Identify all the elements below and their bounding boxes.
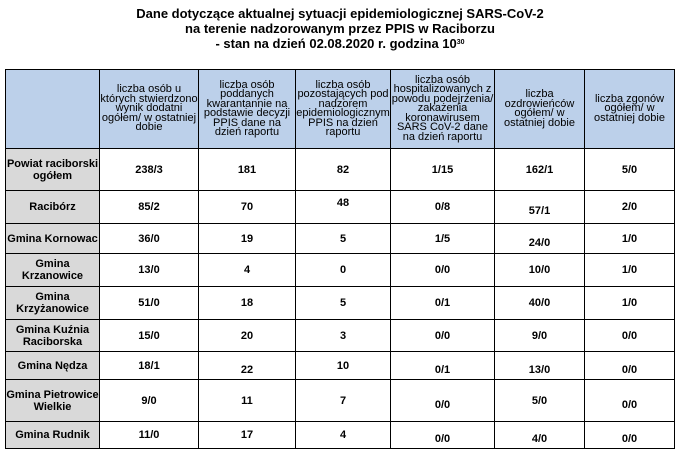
positive-cases-value: 9/0 xyxy=(100,380,199,422)
supervision-value: 10 xyxy=(296,352,391,380)
report-title xyxy=(0,6,680,51)
row-label: Gmina Kuźnia Raciborska xyxy=(6,320,100,352)
deaths-value: 0/0 xyxy=(585,426,675,453)
quarantine-value: 70 xyxy=(199,191,296,224)
quarantine-value: 18 xyxy=(199,287,296,320)
row-label: Powiat raciborski ogółem xyxy=(6,149,100,191)
table-row xyxy=(6,149,675,191)
quarantine-value: 4 xyxy=(199,254,296,287)
recovered-value: 162/1 xyxy=(495,149,585,191)
quarantine-value: 22 xyxy=(199,356,296,384)
positive-cases-value: 51/0 xyxy=(100,287,199,320)
deaths-value: 2/0 xyxy=(585,191,675,224)
header-hospitalized: liczba osób hospitalizowanych z powodu podejrzenia/ zakażenia koronawirusem SARS CoV-2 dane na dzień raportu xyxy=(391,70,495,149)
recovered-value: 4/0 xyxy=(495,426,585,453)
hospitalized-value: 0/0 xyxy=(391,426,495,453)
hospitalized-value: 0/0 xyxy=(391,384,495,426)
table-row xyxy=(6,191,675,224)
supervision-value: 82 xyxy=(296,149,391,191)
title-line-1: Dane dotyczące aktualnej sytuacji epidemiologicznej SARS-CoV-2 xyxy=(136,6,544,21)
positive-cases-value: 238/3 xyxy=(100,149,199,191)
supervision-value: 48 xyxy=(296,187,391,220)
positive-cases-value: 15/0 xyxy=(100,320,199,352)
row-label: Gmina Krzanowice xyxy=(6,254,100,287)
supervision-value: 5 xyxy=(296,224,391,254)
table-row xyxy=(6,380,675,422)
deaths-value: 5/0 xyxy=(585,149,675,191)
row-label: Racibórz xyxy=(6,191,100,224)
deaths-value: 1/0 xyxy=(585,287,675,320)
title-line-2: na terenie nadzorowanym przez PPIS w Raciborzu xyxy=(185,21,495,36)
row-label: Gmina Kornowac xyxy=(6,224,100,254)
header-recovered: liczba ozdrowieńców ogółem/ w ostatniej dobie xyxy=(495,70,585,149)
row-label: Gmina Pietrowice Wielkie xyxy=(6,380,100,422)
table-row xyxy=(6,320,675,352)
header-deaths: liczba zgonów ogółem/ w ostatniej dobie xyxy=(585,70,675,149)
deaths-value: 1/0 xyxy=(585,224,675,254)
supervision-value: 3 xyxy=(296,320,391,352)
table-row xyxy=(6,422,675,449)
title-line-3 xyxy=(0,36,680,51)
table-row xyxy=(6,352,675,380)
recovered-value: 24/0 xyxy=(495,228,585,258)
supervision-value: 5 xyxy=(296,287,391,320)
supervision-value: 7 xyxy=(296,380,391,422)
deaths-value: 0/0 xyxy=(585,356,675,384)
row-label: Gmina Krzyżanowice xyxy=(6,287,100,320)
hospitalized-value: 1/15 xyxy=(391,149,495,191)
recovered-value: 5/0 xyxy=(495,380,585,422)
recovered-value: 40/0 xyxy=(495,287,585,320)
title-line-3-text: - stan na dzień 02.08.2020 r. godzina 10 xyxy=(215,36,457,51)
positive-cases-value: 18/1 xyxy=(100,352,199,380)
row-label: Gmina Nędza xyxy=(6,352,100,380)
table-row xyxy=(6,254,675,287)
header-quarantine: liczba osób poddanych kwarantannie na podstawie decyzji PPIS dane na dzień raportu xyxy=(199,70,296,149)
positive-cases-value: 85/2 xyxy=(100,191,199,224)
header-corner xyxy=(6,70,100,149)
header-row xyxy=(6,70,675,149)
recovered-value: 57/1 xyxy=(495,195,585,228)
table-row xyxy=(6,287,675,320)
hospitalized-value: 0/1 xyxy=(391,287,495,320)
quarantine-value: 181 xyxy=(199,149,296,191)
deaths-value: 0/0 xyxy=(585,320,675,352)
header-positive-cases: liczba osób u których stwierdzono wynik dodatni ogółem/ w ostatniej dobie xyxy=(100,70,199,149)
positive-cases-value: 13/0 xyxy=(100,254,199,287)
quarantine-value: 11 xyxy=(199,380,296,422)
quarantine-value: 20 xyxy=(199,320,296,352)
hospitalized-value: 0/8 xyxy=(391,191,495,224)
positive-cases-value: 36/0 xyxy=(100,224,199,254)
positive-cases-value: 11/0 xyxy=(100,422,199,449)
recovered-value: 13/0 xyxy=(495,356,585,384)
statistics-table xyxy=(5,69,675,449)
hospitalized-value: 0/0 xyxy=(391,254,495,287)
supervision-value: 0 xyxy=(296,254,391,287)
quarantine-value: 17 xyxy=(199,422,296,449)
hospitalized-value: 0/1 xyxy=(391,356,495,384)
deaths-value: 0/0 xyxy=(585,384,675,426)
supervision-value: 4 xyxy=(296,422,391,449)
recovered-value: 9/0 xyxy=(495,320,585,352)
header-supervision: liczba osób pozostających pod nadzorem epidemiologicznym PPIS na dzień raportu xyxy=(296,70,391,149)
hospitalized-value: 1/5 xyxy=(391,224,495,254)
row-label: Gmina Rudnik xyxy=(6,422,100,449)
time-superscript: 30 xyxy=(456,39,465,46)
table-row xyxy=(6,224,675,254)
deaths-value: 1/0 xyxy=(585,254,675,287)
hospitalized-value: 0/0 xyxy=(391,320,495,352)
quarantine-value: 19 xyxy=(199,224,296,254)
recovered-value: 10/0 xyxy=(495,254,585,287)
